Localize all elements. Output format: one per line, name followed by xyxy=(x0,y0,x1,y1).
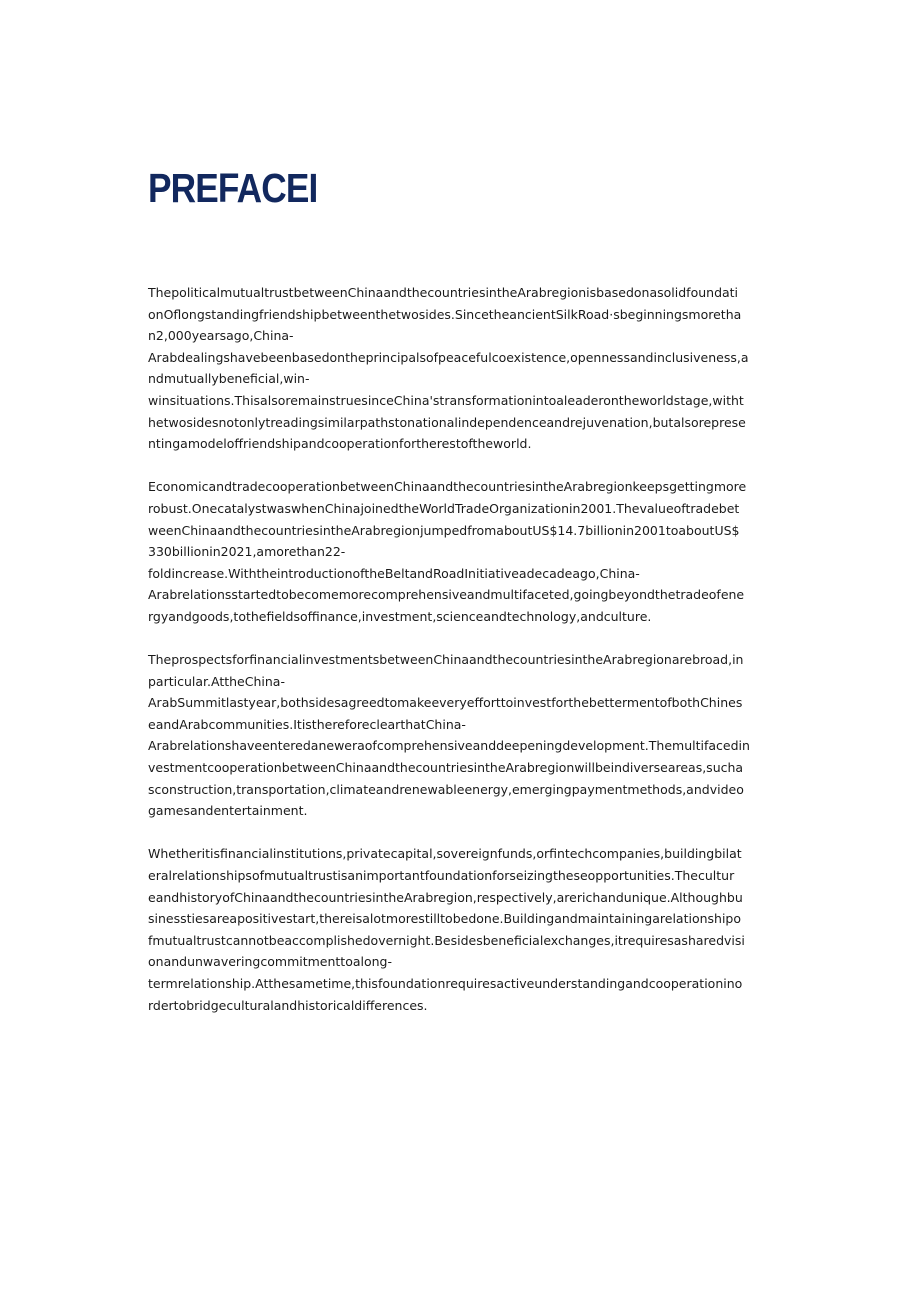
text-line: rgyandgoods,tothefieldsoffinance,investment,scienceandtechnology,andculture. xyxy=(148,608,652,624)
text-line: eralrelationshipsofmutualtrustisanimportantfoundationforseizingtheseopportunities.Thecultur xyxy=(148,868,735,884)
paragraph-political-trust xyxy=(148,282,756,455)
text-line: hetwosidesnotonlytreadingsimilarpathstonationalindependenceandrejuvenation,butalsoreprese xyxy=(148,414,746,430)
text-line: ThepoliticalmutualtrustbetweenChinaandthecountriesintheArabregionisbasedonasolidfoundati xyxy=(148,285,739,300)
paragraph-economic-trade xyxy=(148,476,756,627)
text-line: winsituations.ThisalsoremainstruesinceChina'stransformationintoaleaderontheworldstage,witht xyxy=(148,392,744,408)
text-line: eandArabcommunities.ItisthereforeclearthatChina- xyxy=(148,716,466,732)
text-line: fmutualtrustcannotbeaccomplishedovernight.Besidesbeneficialexchanges,itrequiresasharedvisi xyxy=(148,932,745,948)
text-line: vestmentcooperationbetweenChinaandthecountriesintheArabregionwillbeindiverseareas,sucha xyxy=(148,760,744,776)
text-line: TheprospectsforfinancialinvestmentsbetweenChinaandthecountriesintheArabregionarebroad,in xyxy=(148,652,744,668)
text-line: robust.OnecatalystwaswhenChinajoinedtheWorldTradeOrganizationin2001.Thevalueoftradebet xyxy=(148,500,740,516)
text-line: ntingamodeloffriendshipandcooperationfortherestoftheworld. xyxy=(148,436,532,452)
text-line: Arabrelationshaveenteredaneweraofcomprehensiveanddeepeningdevelopment.Themultifacedin xyxy=(148,738,750,754)
text-line: Arabdealingshavebeenbasedontheprincipalsofpeacefulcoexistence,opennessandinclusiveness,a xyxy=(148,349,749,365)
paragraph-mutual-trust xyxy=(148,843,756,1016)
text-line: Arabrelationsstartedtobecomemorecomprehensiveandmultifaceted,goingbeyondthetradeofene xyxy=(148,587,745,603)
text-line: weenChinaandthecountriesintheArabregionjumpedfromaboutUS$14.7billionin2001toaboutUS$ xyxy=(148,522,740,538)
text-line: ndmutuallybeneficial,win- xyxy=(148,371,310,387)
text-line: 330billionin2021,amorethan22- xyxy=(148,544,346,560)
text-line: onOflongstandingfriendshipbetweenthetwosides.SincetheancientSilkRoad·sbeginningsmoretha xyxy=(148,306,742,322)
text-line: Whetheritisfinancialinstitutions,privatecapital,sovereignfunds,orfintechcompanies,buildingbilat xyxy=(148,846,742,862)
text-line: EconomicandtradecooperationbetweenChinaandthecountriesintheArabregionkeepsgettingmore xyxy=(148,479,747,495)
text-line: ArabSummitlastyear,bothsidesagreedtomakeeveryefforttoinvestforthebettermentofbothChines xyxy=(148,695,743,711)
text-line: rdertobridgeculturalandhistoricaldifferences. xyxy=(148,997,428,1013)
text-line: eandhistoryofChinaandthecountriesintheArabregion,respectively,arerichandunique.Althoughbu xyxy=(148,889,743,905)
text-line: gamesandentertainment. xyxy=(148,803,308,819)
preface-body xyxy=(148,282,756,1038)
text-line: sconstruction,transportation,climateandrenewableenergy,emergingpaymentmethods,andvideo xyxy=(148,781,744,797)
text-line: particular.AttheChina- xyxy=(148,673,285,689)
text-line: termrelationship.Atthesametime,thisfoundationrequiresactiveunderstandingandcooperationino xyxy=(148,976,743,991)
paragraph-financial-investment xyxy=(148,649,756,822)
text-line: sinesstiesareapositivestart,thereisalotmorestilltobedone.Buildingandmaintainingarelationshipo xyxy=(148,911,742,927)
text-line: foldincrease.WiththeintroductionoftheBeltandRoadInitiativeadecadeago,China- xyxy=(148,565,640,581)
text-line: onandunwaveringcommitmenttoalong- xyxy=(148,954,393,970)
text-line: n2,000yearsago,China- xyxy=(148,328,294,344)
page-title: PREFACEI xyxy=(148,165,318,211)
